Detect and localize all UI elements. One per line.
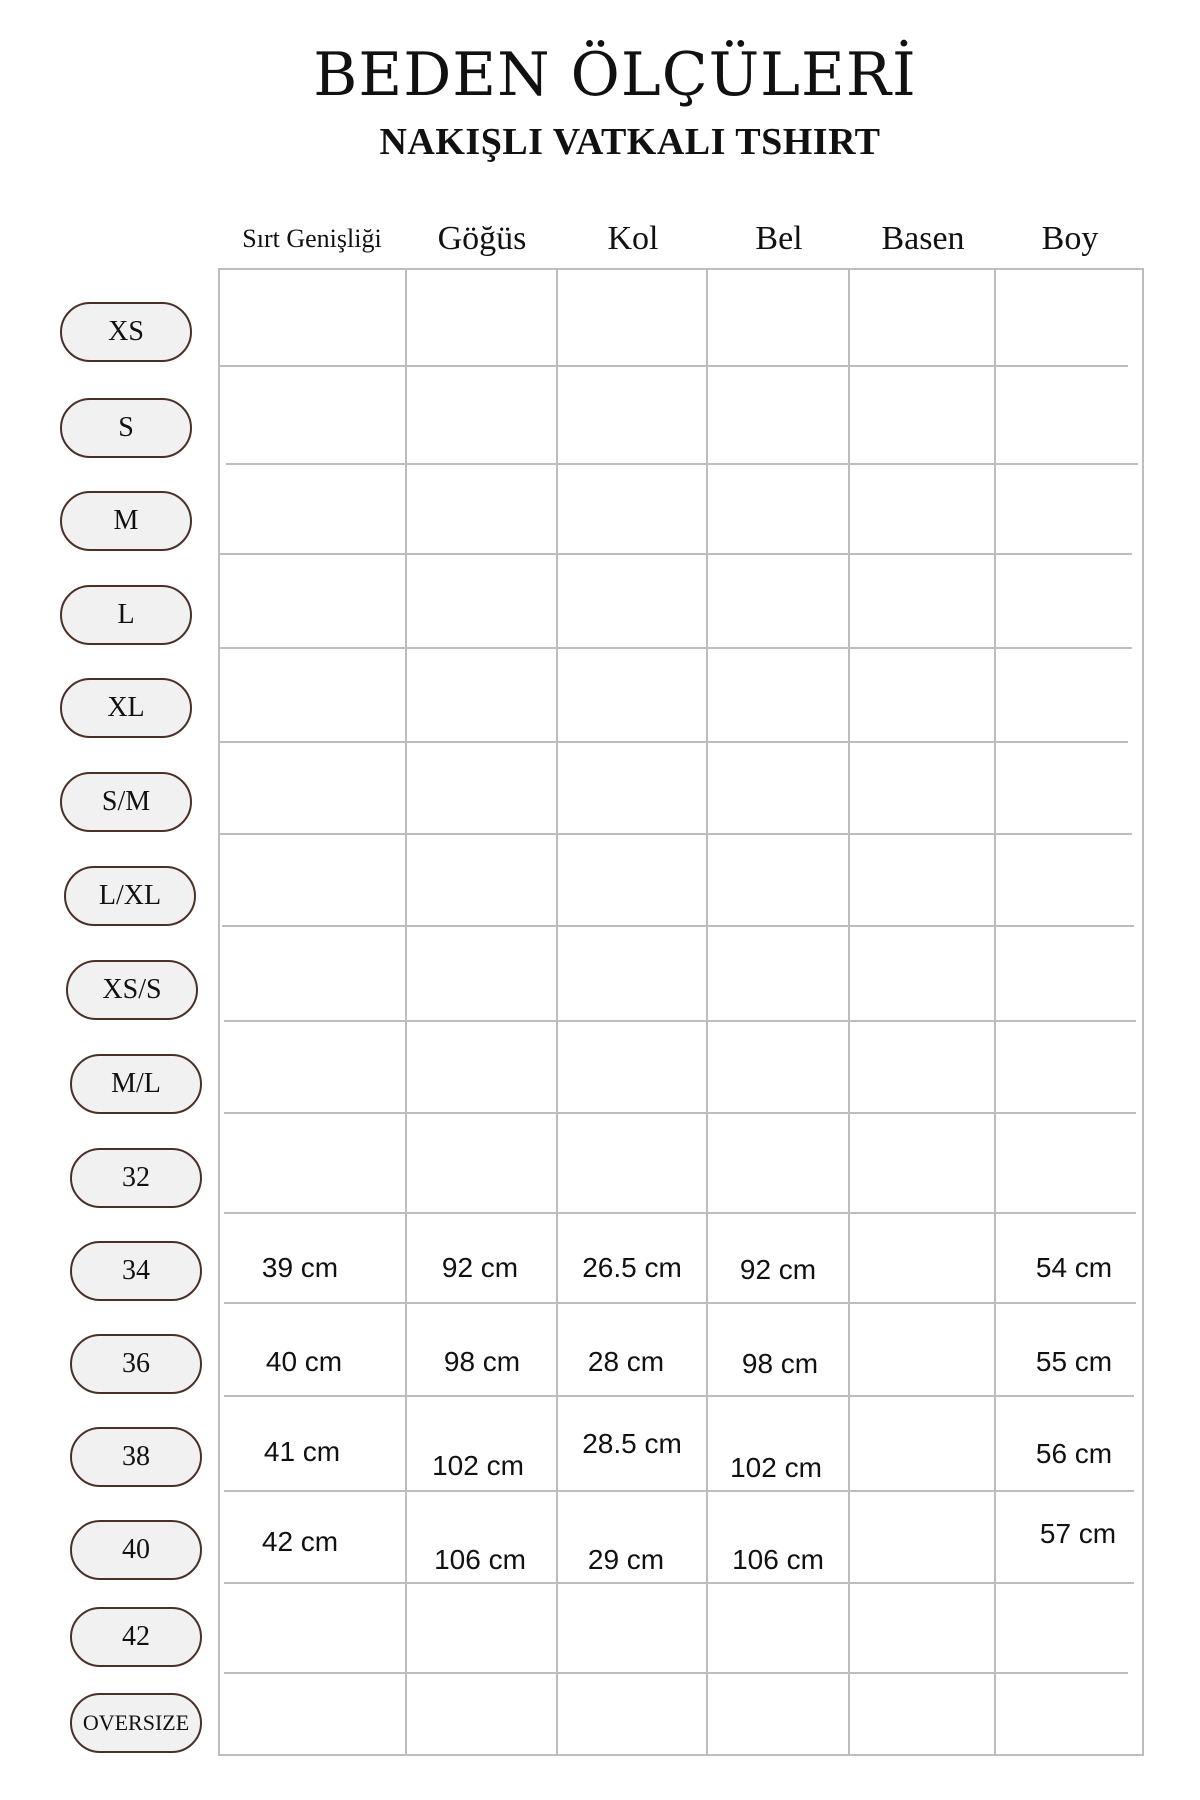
size-label-34: 34	[70, 1241, 202, 1301]
size-label-oversize: OVERSIZE	[70, 1693, 202, 1753]
cell-38-kol: 28.5 cm	[582, 1428, 682, 1459]
size-label-42: 42	[70, 1607, 202, 1667]
column-headers	[0, 214, 1200, 264]
cell-40-sirt-genisligi: 42 cm	[261, 1526, 339, 1557]
column-header-bel: Bel	[755, 220, 803, 257]
size-label-36: 36	[70, 1334, 202, 1394]
column-header-basen: Basen	[881, 220, 965, 257]
cell-34-kol: 26.5 cm	[582, 1252, 682, 1283]
cell-38-gogus: 102 cm	[432, 1450, 524, 1481]
page-title: BEDEN ÖLÇÜLERİ	[313, 40, 917, 110]
cell-36-sirt-genisligi: 40 cm	[265, 1346, 343, 1377]
column-header-boy: Boy	[1041, 220, 1099, 257]
cell-40-kol: 29 cm	[587, 1544, 665, 1575]
size-label-s-m: S/M	[60, 772, 192, 832]
cell-36-gogus: 98 cm	[443, 1346, 521, 1377]
cell-36-kol: 28 cm	[587, 1346, 665, 1377]
size-label-40: 40	[70, 1520, 202, 1580]
cell-36-boy: 55 cm	[1035, 1346, 1113, 1377]
cell-40-bel: 106 cm	[732, 1544, 824, 1575]
cell-40-gogus: 106 cm	[434, 1544, 526, 1575]
column-header-kol: Kol	[607, 220, 659, 257]
cell-34-bel: 92 cm	[739, 1254, 817, 1285]
product-subtitle: NAKIŞLI VATKALI TSHIRT	[379, 121, 881, 163]
size-label-xs-s: XS/S	[66, 960, 198, 1020]
cell-34-gogus: 92 cm	[441, 1252, 519, 1283]
cell-38-boy: 56 cm	[1035, 1438, 1113, 1469]
cell-38-sirt-genisligi: 41 cm	[263, 1436, 341, 1467]
size-label-l: L	[60, 585, 192, 645]
column-header-gogus: Göğüs	[437, 220, 527, 257]
size-label-xl: XL	[60, 678, 192, 738]
column-header-sirt-genisligi: Sırt Genişliği	[242, 224, 382, 253]
cell-40-boy: 57 cm	[1039, 1518, 1117, 1549]
cell-36-bel: 98 cm	[741, 1348, 819, 1379]
size-label-38: 38	[70, 1427, 202, 1487]
size-label-xs: XS	[60, 302, 192, 362]
cell-38-bel: 102 cm	[730, 1452, 822, 1483]
size-label-m: M	[60, 491, 192, 551]
size-label-m-l: M/L	[70, 1054, 202, 1114]
size-label-s: S	[60, 398, 192, 458]
cell-34-boy: 54 cm	[1035, 1252, 1113, 1283]
size-label-32: 32	[70, 1148, 202, 1208]
cell-34-sirt-genisligi: 39 cm	[261, 1252, 339, 1283]
size-label-l-xl: L/XL	[64, 866, 196, 926]
